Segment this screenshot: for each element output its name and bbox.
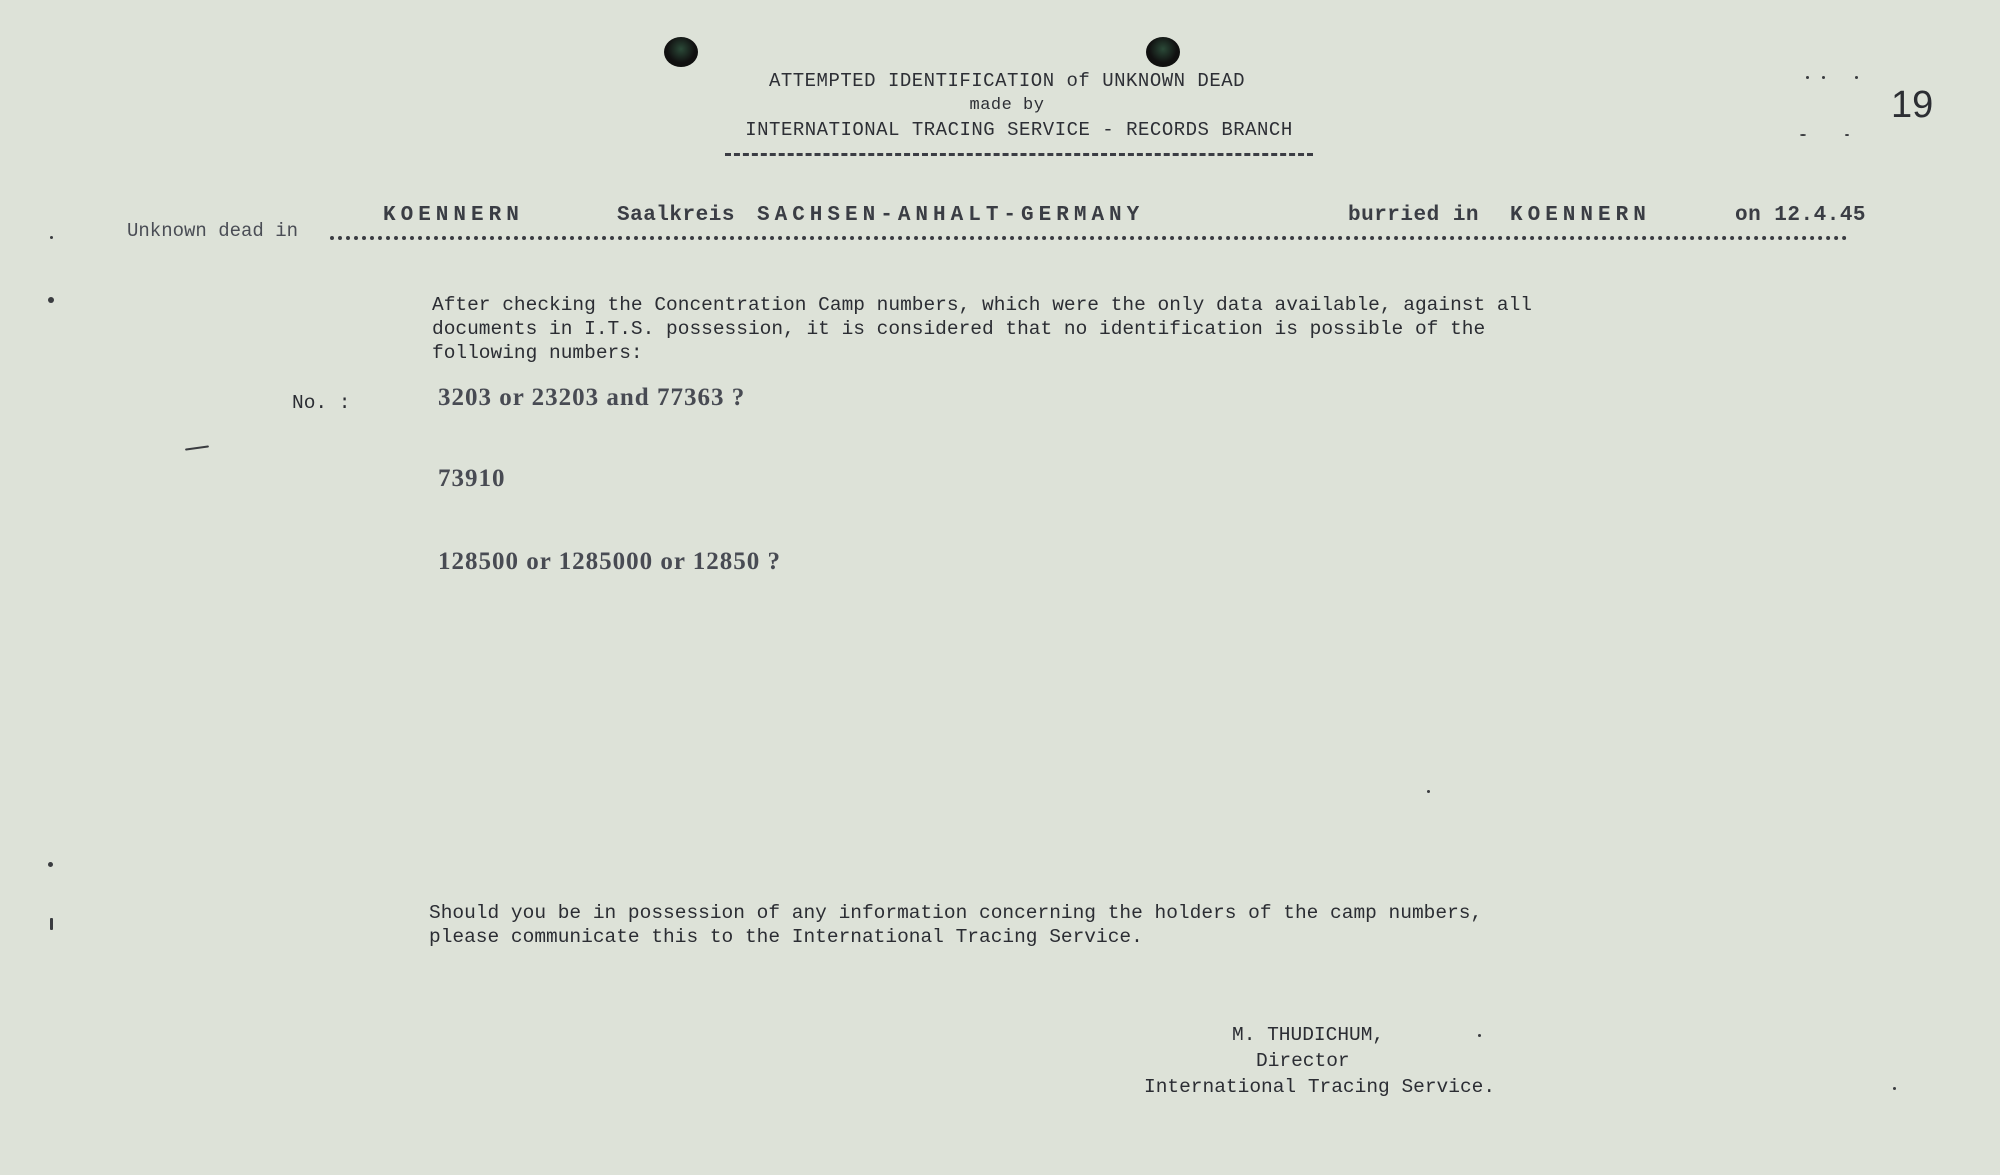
- margin-mark: [1800, 134, 1806, 136]
- closing-line-2: please communicate this to the International Tracing Service.: [429, 926, 1143, 948]
- closing-line-1: Should you be in possession of any information concerning the holders of the camp numbers,: [429, 902, 1483, 924]
- margin-mark: [50, 236, 53, 239]
- intro-line-1: After checking the Concentration Camp numbers, which were the only data available, against all: [432, 294, 1532, 316]
- margin-mark: [1855, 76, 1858, 79]
- unknown-dead-label: Unknown dead in: [127, 220, 299, 242]
- punch-hole-left: [664, 37, 698, 67]
- signature-name: M. THUDICHUM,: [1232, 1024, 1385, 1046]
- signature-title: Director: [1256, 1050, 1350, 1072]
- document-title: ATTEMPTED IDENTIFICATION of UNKNOWN DEAD: [768, 70, 1246, 92]
- made-by-line: made by: [969, 96, 1045, 115]
- margin-mark: [1893, 1087, 1896, 1090]
- buried-label: burried in: [1348, 204, 1480, 227]
- margin-mark: [48, 862, 53, 867]
- margin-mark: [50, 918, 53, 930]
- margin-mark: [48, 297, 54, 303]
- margin-mark: [1845, 134, 1849, 136]
- intro-line-2: documents in I.T.S. possession, it is considered that no identification is possible of the: [432, 318, 1486, 340]
- margin-mark: [1427, 790, 1430, 793]
- burial-date: on 12.4.45: [1735, 204, 1867, 227]
- numbers-label: No. :: [292, 392, 351, 414]
- page-number: 19: [1891, 84, 1934, 126]
- location-dotted-line: [330, 236, 1848, 240]
- signature-organization: International Tracing Service.: [1144, 1076, 1496, 1098]
- margin-mark: [1478, 1034, 1481, 1037]
- location-town: KOENNERN: [383, 204, 524, 227]
- location-region: SACHSEN-ANHALT-GERMANY: [757, 204, 1145, 227]
- header-underline: [725, 153, 1313, 156]
- margin-mark: [185, 445, 209, 450]
- camp-number-2: 73910: [438, 465, 506, 492]
- margin-mark: [1822, 76, 1825, 79]
- camp-number-3: 128500 or 1285000 or 12850 ?: [438, 548, 782, 575]
- issuer-line: INTERNATIONAL TRACING SERVICE - RECORDS BRANCH: [745, 119, 1293, 141]
- location-district: Saalkreis: [617, 204, 735, 227]
- camp-number-1: 3203 or 23203 and 77363 ?: [438, 384, 746, 411]
- margin-mark: [1806, 76, 1809, 79]
- intro-line-3: following numbers:: [432, 342, 643, 364]
- burial-town: KOENNERN: [1510, 204, 1651, 227]
- punch-hole-right: [1146, 37, 1180, 67]
